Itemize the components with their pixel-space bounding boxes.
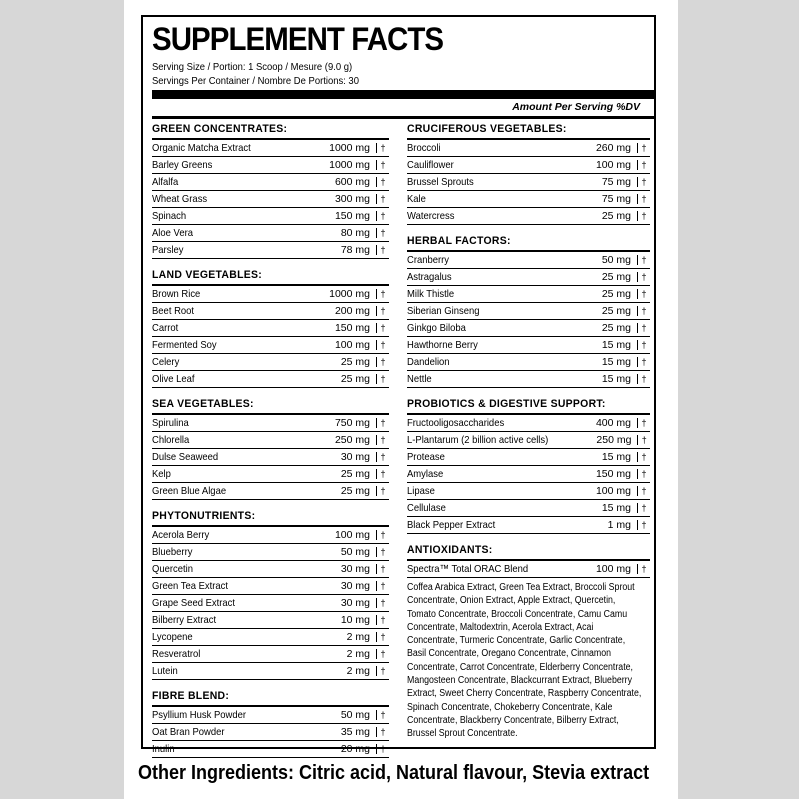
ingredient-row (152, 174, 389, 191)
ingredient-amount: 25 mg (340, 356, 370, 368)
ingredient-name: Nettle (407, 373, 432, 385)
dagger-symbol: † (376, 418, 389, 428)
ingredient-name: Carrot (152, 322, 179, 334)
ingredient-row (407, 303, 650, 320)
ingredient-amount: 100 mg (595, 159, 631, 171)
ingredient-row (152, 663, 389, 680)
ingredient-amount: 100 mg (595, 485, 631, 497)
ingredient-row (407, 561, 650, 578)
ingredient-amount: 30 mg (340, 563, 370, 575)
ingredient-amount: 600 mg (334, 176, 370, 188)
dagger-symbol: † (376, 177, 389, 187)
dagger-symbol: † (376, 435, 389, 445)
ingredient-amount: 100 mg (334, 529, 370, 541)
dagger-symbol: † (637, 143, 650, 153)
section-title-fibre-blend: FIBRE BLEND: (152, 690, 230, 702)
ingredient-amount: 25 mg (340, 485, 370, 497)
dagger-symbol: † (637, 469, 650, 479)
left-column (152, 121, 389, 758)
dagger-symbol: † (376, 143, 389, 153)
ingredient-amount: 50 mg (340, 709, 370, 721)
ingredient-row (407, 174, 650, 191)
dagger-symbol: † (376, 160, 389, 170)
ingredient-amount: 50 mg (340, 546, 370, 558)
ingredient-name: Lutein (152, 665, 178, 677)
ingredient-row (152, 561, 389, 578)
dagger-symbol: † (376, 486, 389, 496)
ingredient-row (152, 432, 389, 449)
ingredient-name: Lipase (407, 485, 435, 497)
ingredient-row (407, 500, 650, 517)
ingredient-row (152, 707, 389, 724)
ingredient-amount: 80 mg (340, 227, 370, 239)
ingredient-row (407, 337, 650, 354)
dagger-symbol: † (376, 727, 389, 737)
ingredient-amount: 1000 mg (329, 142, 370, 154)
ingredient-amount: 25 mg (601, 305, 631, 317)
dagger-symbol: † (376, 289, 389, 299)
ingredient-name: Grape Seed Extract (152, 597, 235, 609)
section-title-probiotics-digestive-support: PROBIOTICS & DIGESTIVE SUPPORT: (407, 398, 606, 410)
ingredient-amount: 260 mg (595, 142, 631, 154)
ingredient-name: Parsley (152, 244, 184, 256)
ingredient-name: Olive Leaf (152, 373, 195, 385)
section-title-sea-vegetables: SEA VEGETABLES: (152, 398, 254, 410)
ingredient-name: Resveratrol (152, 648, 201, 660)
dagger-symbol: † (376, 211, 389, 221)
ingredient-amount: 25 mg (601, 210, 631, 222)
ingredient-name: Quercetin (152, 563, 193, 575)
ingredient-name: Dandelion (407, 356, 450, 368)
ingredient-name: Ginkgo Biloba (407, 322, 466, 334)
ingredient-name: Cellulase (407, 502, 446, 514)
ingredient-amount: 400 mg (595, 417, 631, 429)
ingredient-name: Astragalus (407, 271, 452, 283)
ingredient-amount: 1000 mg (329, 159, 370, 171)
dagger-symbol: † (637, 194, 650, 204)
ingredient-amount: 1000 mg (329, 288, 370, 300)
dagger-symbol: † (376, 530, 389, 540)
ingredient-row (407, 191, 650, 208)
dagger-symbol: † (637, 374, 650, 384)
ingredient-row (407, 157, 650, 174)
dagger-symbol: † (637, 564, 650, 574)
ingredient-amount: 75 mg (601, 176, 631, 188)
ingredient-row (407, 286, 650, 303)
ingredient-row (152, 371, 389, 388)
ingredient-amount: 200 mg (334, 305, 370, 317)
ingredient-row (152, 415, 389, 432)
ingredient-name: Psyllium Husk Powder (152, 709, 247, 721)
section-title-cruciferous-vegetables: CRUCIFEROUS VEGETABLES: (407, 123, 567, 135)
dagger-symbol: † (376, 615, 389, 625)
section-gap (152, 388, 389, 396)
ingredient-amount: 150 mg (334, 210, 370, 222)
ingredient-amount: 50 mg (601, 254, 631, 266)
ingredient-row (407, 252, 650, 269)
ingredient-row (407, 517, 650, 534)
ingredient-row (152, 140, 389, 157)
ingredient-row (152, 612, 389, 629)
ingredient-row (152, 466, 389, 483)
ingredient-amount: 78 mg (340, 244, 370, 256)
ingredient-amount: 15 mg (601, 356, 631, 368)
ingredient-amount: 35 mg (340, 726, 370, 738)
ingredient-name: Aloe Vera (152, 227, 193, 239)
ingredient-amount: 250 mg (334, 434, 370, 446)
ingredient-name: Brussel Sprouts (407, 176, 474, 188)
ingredient-row (152, 191, 389, 208)
ingredient-name: Inulin (152, 743, 175, 755)
dagger-symbol: † (637, 323, 650, 333)
section-title-phytonutrients: PHYTONUTRIENTS: (152, 510, 256, 522)
ingredient-row (152, 337, 389, 354)
dagger-symbol: † (376, 306, 389, 316)
dagger-symbol: † (376, 581, 389, 591)
other-ingredients: Other Ingredients: Citric acid, Natural flavour, Stevia extract (138, 762, 650, 784)
ingredient-amount: 15 mg (601, 451, 631, 463)
section-title-green-concentrates: GREEN CONCENTRATES: (152, 123, 288, 135)
ingredient-row (152, 527, 389, 544)
ingredient-row (152, 595, 389, 612)
ingredient-name: Fermented Soy (152, 339, 217, 351)
ingredient-name: Oat Bran Powder (152, 726, 225, 738)
ingredient-row (407, 208, 650, 225)
section-gap (407, 388, 650, 396)
ingredient-amount: 25 mg (340, 468, 370, 480)
ingredient-name: Barley Greens (152, 159, 213, 171)
ingredient-row (152, 483, 389, 500)
ingredient-name: L-Plantarum (2 billion active cells) (407, 434, 549, 446)
dagger-symbol: † (637, 357, 650, 367)
ingredient-name: Cauliflower (407, 159, 454, 171)
section-title-herbal-factors: HERBAL FACTORS: (407, 235, 511, 247)
ingredient-name: Beet Root (152, 305, 195, 317)
ingredient-name: Kale (407, 193, 426, 205)
ingredient-amount: 750 mg (334, 417, 370, 429)
section-gap (407, 225, 650, 233)
ingredient-name: Milk Thistle (407, 288, 455, 300)
dagger-symbol: † (376, 194, 389, 204)
section-gap (152, 500, 389, 508)
ingredient-amount: 30 mg (340, 451, 370, 463)
ingredient-amount: 2 mg (346, 648, 370, 660)
dagger-symbol: † (637, 177, 650, 187)
panel-title: SUPPLEMENT FACTS (152, 21, 444, 57)
dagger-symbol: † (637, 255, 650, 265)
ingredient-row (407, 140, 650, 157)
ingredient-row (407, 483, 650, 500)
ingredient-name: Hawthorne Berry (407, 339, 478, 351)
amount-per-serving-header: Amount Per Serving %DV (512, 101, 640, 113)
section-gap (152, 259, 389, 267)
ingredient-name: Cranberry (407, 254, 450, 266)
ingredient-amount: 100 mg (334, 339, 370, 351)
ingredient-amount: 25 mg (601, 288, 631, 300)
dagger-symbol: † (376, 649, 389, 659)
ingredient-row (152, 578, 389, 595)
ingredient-amount: 250 mg (596, 434, 632, 446)
servings-per-container: Servings Per Container / Nombre De Portions: 30 (152, 75, 359, 87)
ingredient-row (152, 646, 389, 663)
dagger-symbol: † (637, 435, 650, 445)
ingredient-name: Wheat Grass (152, 193, 208, 205)
ingredient-name: Brown Rice (152, 288, 201, 300)
ingredient-amount: 300 mg (334, 193, 370, 205)
dagger-symbol: † (637, 418, 650, 428)
ingredient-row (152, 741, 389, 758)
ingredient-amount: 75 mg (601, 193, 631, 205)
ingredient-amount: 2 mg (346, 665, 370, 677)
ingredient-name: Blueberry (152, 546, 193, 558)
serving-size: Serving Size / Portion: 1 Scoop / Mesure (9.0 g) (152, 61, 353, 73)
header-divider (152, 116, 654, 119)
ingredient-row (152, 286, 389, 303)
ingredient-name: Fructooligosaccharides (407, 417, 505, 429)
ingredient-row (152, 225, 389, 242)
ingredient-row (152, 629, 389, 646)
ingredient-row (407, 432, 650, 449)
ingredient-name: Watercress (407, 210, 455, 222)
ingredient-amount: 25 mg (340, 373, 370, 385)
ingredient-row (152, 157, 389, 174)
thick-divider (152, 90, 654, 99)
dagger-symbol: † (376, 666, 389, 676)
dagger-symbol: † (376, 452, 389, 462)
section-title-land-vegetables: LAND VEGETABLES: (152, 269, 263, 281)
dagger-symbol: † (376, 632, 389, 642)
ingredient-name: Spectra™ Total ORAC Blend (407, 563, 529, 575)
ingredient-name: Green Blue Algae (152, 485, 227, 497)
ingredient-row (407, 354, 650, 371)
ingredient-row (407, 269, 650, 286)
ingredient-name: Amylase (407, 468, 444, 480)
antioxidant-blend-ingredients: Coffea Arabica Extract, Green Tea Extract, Broccoli Sprout Concentrate, Onion Extract, Apple Extract, Quercetin, Tomato Concentrate, Broccoli Concentrate, Camu Camu Concentrate, Maltodextrin, Acerola Extract, Acai Concentrate, Turmeric Concentrate, Garlic Concentrate, Basil Concentrate, Oregano Concentrate, Cinnamon Concentrate, Carrot Concentrate, Elderberry Concentrate, Mangosteen Concentrate, Blackcurrant Extract, Blueberry Extract, Sweet Cherry Concentrate, Raspberry Concentrate, Spinach Concentrate, Chokeberry Concentrate, Kale Concentrate, Blackberry Concentrate, Bilberry Extract, Brussel Sprout Concentrate. (407, 582, 642, 740)
ingredient-name: Spinach (152, 210, 187, 222)
ingredient-row (407, 320, 650, 337)
ingredient-row (407, 449, 650, 466)
dagger-symbol: † (637, 452, 650, 462)
dagger-symbol: † (376, 744, 389, 754)
ingredient-amount: 2 mg (346, 631, 370, 643)
dagger-symbol: † (376, 710, 389, 720)
supplement-facts-panel (141, 15, 656, 755)
dagger-symbol: † (376, 547, 389, 557)
ingredient-amount: 25 mg (601, 271, 631, 283)
ingredient-amount: 30 mg (340, 580, 370, 592)
ingredient-amount: 10 mg (340, 614, 370, 626)
right-gray-margin (678, 0, 799, 799)
ingredient-amount: 15 mg (601, 339, 631, 351)
ingredient-name: Acerola Berry (152, 529, 210, 541)
dagger-symbol: † (376, 228, 389, 238)
dagger-symbol: † (376, 374, 389, 384)
dagger-symbol: † (376, 323, 389, 333)
ingredient-name: Bilberry Extract (152, 614, 217, 626)
dagger-symbol: † (376, 469, 389, 479)
dagger-symbol: † (637, 486, 650, 496)
dagger-symbol: † (637, 520, 650, 530)
ingredient-name: Protease (407, 451, 445, 463)
ingredient-name: Celery (152, 356, 180, 368)
section-gap (152, 680, 389, 688)
ingredient-row (152, 354, 389, 371)
ingredient-name: Black Pepper Extract (407, 519, 496, 531)
ingredient-row (407, 371, 650, 388)
ingredient-row (152, 242, 389, 259)
ingredient-name: Organic Matcha Extract (152, 142, 251, 154)
dagger-symbol: † (376, 564, 389, 574)
ingredient-amount: 25 mg (601, 322, 631, 334)
dagger-symbol: † (637, 503, 650, 513)
ingredient-name: Alfalfa (152, 176, 179, 188)
dagger-symbol: † (637, 306, 650, 316)
ingredient-name: Broccoli (407, 142, 441, 154)
ingredient-amount: 100 mg (595, 563, 631, 575)
dagger-symbol: † (637, 160, 650, 170)
left-gray-margin (0, 0, 124, 799)
ingredient-amount: 150 mg (334, 322, 370, 334)
dagger-symbol: † (637, 211, 650, 221)
ingredient-name: Kelp (152, 468, 171, 480)
ingredient-name: Siberian Ginseng (407, 305, 480, 317)
ingredient-row (152, 208, 389, 225)
ingredient-row (407, 466, 650, 483)
ingredient-name: Green Tea Extract (152, 580, 228, 592)
ingredient-name: Dulse Seaweed (152, 451, 219, 463)
ingredient-amount: 150 mg (595, 468, 631, 480)
dagger-symbol: † (376, 598, 389, 608)
ingredient-amount: 30 mg (340, 597, 370, 609)
ingredient-row (152, 724, 389, 741)
ingredient-name: Lycopene (152, 631, 193, 643)
dagger-symbol: † (637, 272, 650, 282)
right-column (407, 121, 650, 741)
ingredient-row (152, 544, 389, 561)
dagger-symbol: † (376, 245, 389, 255)
section-gap (407, 534, 650, 542)
ingredient-row (152, 320, 389, 337)
dagger-symbol: † (376, 357, 389, 367)
dagger-symbol: † (376, 340, 389, 350)
ingredient-amount: 15 mg (601, 502, 631, 514)
dagger-symbol: † (637, 289, 650, 299)
ingredient-amount: 1 mg (607, 519, 631, 531)
ingredient-amount: 15 mg (601, 373, 631, 385)
ingredient-row (152, 449, 389, 466)
ingredient-name: Chlorella (152, 434, 190, 446)
ingredient-row (152, 303, 389, 320)
ingredient-name: Spirulina (152, 417, 189, 429)
ingredient-amount: 20 mg (340, 743, 370, 755)
ingredient-row (407, 415, 650, 432)
section-title-antioxidants: ANTIOXIDANTS: (407, 544, 493, 556)
dagger-symbol: † (637, 340, 650, 350)
